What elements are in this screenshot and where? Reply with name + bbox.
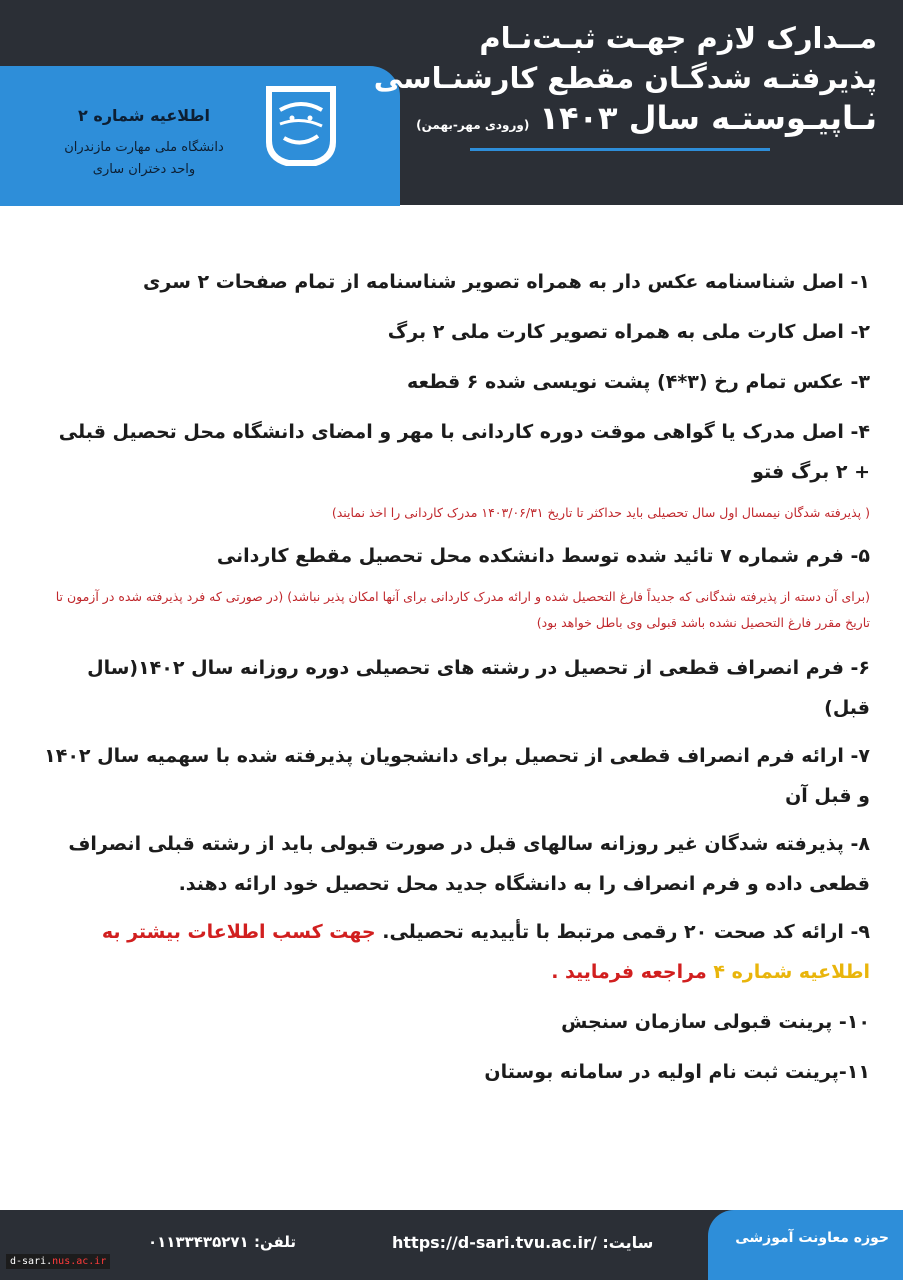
footer-department: حوزه معاونت آموزشی xyxy=(735,1230,889,1246)
title-line-1: مــدارک لازم جهـت ثبـت‌نـام xyxy=(479,21,877,55)
item-9-more-info: جهت کسب اطلاعات بیشتر به xyxy=(101,921,383,943)
list-note: ( پذیرفته شدگان نیمسال اول سال تحصیلی باید حداکثر تا تاریخ ۱۴۰۳/۰۶/۳۱ مدرک کاردانی را اخذ نمایند) xyxy=(331,505,870,520)
list-item: ۸- پذیرفته شدگان غیر روزانه سالهای قبل در صورت قبولی باید از رشته قبلی انصراف قطعی داده و فرم انصراف را به دانشگاه جدید محل تحصیل خود ارائه دهند. xyxy=(68,833,870,895)
title-year: نـاپیـوستـه سال ۱۴۰۳ xyxy=(539,99,877,137)
site-link[interactable]: https://d-sari.tvu.ac.ir/ xyxy=(392,1233,597,1252)
title-line-3 xyxy=(317,98,877,145)
university-name: دانشگاه ملی مهارت مازندران xyxy=(64,140,224,155)
watermark: d-sari.nus.ac.ir xyxy=(6,1254,110,1269)
item-9-refer: مراجعه فرمایید . xyxy=(551,961,714,983)
requirements-list xyxy=(40,262,870,1092)
list-item: ۲- اصل کارت ملی به همراه تصویر کارت ملی ۲ برگ xyxy=(387,321,870,343)
item-9-text: ۹- ارائه کد صحت ۲۰ رقمی مرتبط با تأییدیه تحصیلی. xyxy=(382,921,870,943)
list-item: ۱۰- پرینت قبولی سازمان سنجش xyxy=(561,1011,870,1033)
notice-block xyxy=(44,103,244,181)
campus-name: واحد دختران ساری xyxy=(92,162,196,177)
list-item: ۶- فرم انصراف قطعی از تحصیل در رشته های تحصیلی دوره روزانه سال ۱۴۰۲(سال قبل) xyxy=(87,657,870,719)
university-logo xyxy=(258,80,344,170)
phone-label: تلفن: xyxy=(253,1233,297,1251)
list-item: ۴- اصل مدرک یا گواهی موقت دوره کاردانی با مهر و امضای دانشگاه محل تحصیل قبلی + ۲ برگ فتو xyxy=(58,421,870,483)
item-9-notice-ref: اطلاعیه شماره ۴ xyxy=(713,961,870,983)
phone-number: ۰۱۱۳۳۴۳۵۲۷۱ xyxy=(148,1233,249,1251)
list-item: ۷- ارائه فرم انصراف قطعی از تحصیل برای دانشجویان پذیرفته شده با سهمیه سال ۱۴۰۲ و قبل آن xyxy=(44,745,870,807)
site-label: سایت: xyxy=(602,1233,654,1252)
list-item: ۱۱-پرینت ثبت نام اولیه در سامانه بوستان xyxy=(484,1061,870,1083)
title-underline xyxy=(470,148,770,151)
title-entry-note: (ورودی مهر-بهمن) xyxy=(416,118,530,132)
title-line-2: پذیرفتـه شدگـان مقطع کارشنـاسی xyxy=(373,61,877,95)
footer-website xyxy=(392,1233,653,1252)
list-item: ۱- اصل شناسنامه عکس دار به همراه تصویر شناسنامه از تمام صفحات ۲ سری xyxy=(143,271,870,293)
footer-phone xyxy=(148,1233,296,1251)
notice-title: اطلاعیه شماره ۲ xyxy=(78,106,210,125)
list-item xyxy=(40,912,870,992)
list-note: (برای آن دسته از پذیرفته شدگانی که جدیداً فارغ التحصیل شده و ارائه مدرک کاردانی برای آنها امکان پذیر نباشد) (در صورتی که فرد پذیرفته شده در آزمون تا تاریخ مقرر فارغ التحصیل نشده باشد قبولی وی باطل خواهد بود) xyxy=(55,589,870,630)
list-item: ۳- عکس تمام رخ (۳*۴) پشت نویسی شده ۶ قطعه xyxy=(406,371,870,393)
page-title xyxy=(317,18,877,145)
list-item: ۵- فرم شماره ۷ تائید شده توسط دانشکده محل تحصیل مقطع کاردانی xyxy=(216,545,870,567)
